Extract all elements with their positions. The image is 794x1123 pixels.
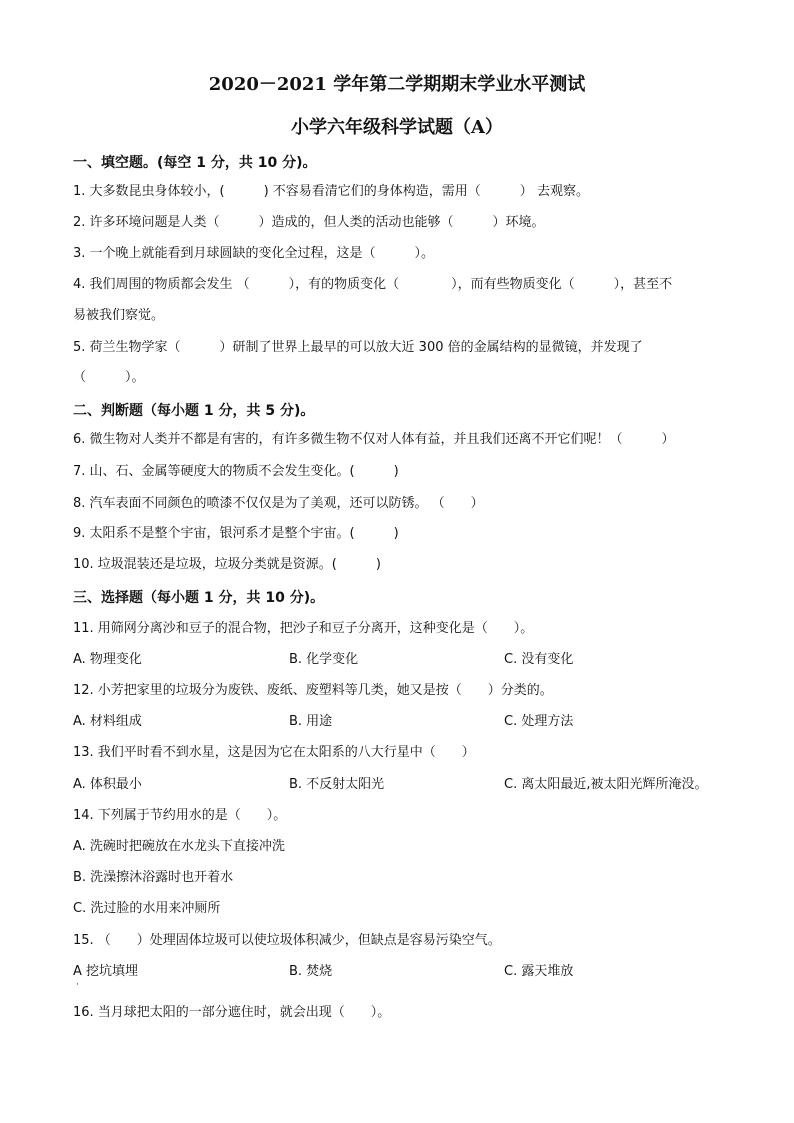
section-judge-heading: 二、判断题（每小题 1 分，共 5 分)。 [73, 403, 315, 419]
exam-subtitle: 小学六年级科学试题（A） [291, 117, 503, 138]
question-13-option-c: C. 离太阳最近,被太阳光辉所淹没。 [504, 777, 708, 792]
question-11-option-b: B. 化学变化 [289, 652, 359, 667]
question-8: 8. 汽车表面不同颜色的喷漆不仅仅是为了美观，还可以防锈。 （ ） [73, 496, 484, 511]
question-12: 12. 小芳把家里的垃圾分为废铁、废纸、废塑料等几类，她又是按（ ）分类的。 [73, 683, 553, 698]
question-5-line1: 5. 荷兰生物学家（ ）研制了世界上最早的可以放大近 300 倍的金属结构的显微镜，并发现了 [73, 340, 643, 355]
question-7: 7. 山、石、金属等硬度大的物质不会发生变化。( ) [73, 464, 399, 479]
question-1: 1. 大多数昆虫身体较小，( ) 不容易看清它们的身体构造，需用（ ） 去观察。 [73, 184, 589, 199]
question-16: 16. 当月球把太阳的一部分遮住时，就会出现（ ）。 [73, 1005, 391, 1020]
question-4-line1: 4. 我们周围的物质都会发生 （ ），有的物质变化（ ），而有些物质变化（ ），甚至不 [73, 277, 673, 292]
question-14-option-b: B. 洗澡擦沐浴露时也开着水 [73, 870, 234, 885]
question-15: 15. （ ）处理固体垃圾可以使垃圾体积减少，但缺点是容易污染空气。 [73, 933, 501, 948]
stray-dot: · [76, 980, 79, 990]
question-11-option-a: A. 物理变化 [73, 652, 142, 667]
question-3: 3. 一个晚上就能看到月球圆缺的变化全过程，这是（ ）。 [73, 246, 435, 261]
question-14: 14. 下列属于节约用水的是（ ）。 [73, 808, 287, 823]
question-13: 13. 我们平时看不到水星，这是因为它在太阳系的八大行星中（ ） [73, 745, 475, 760]
question-15-option-c: C. 露天堆放 [504, 964, 574, 979]
question-2: 2. 许多环境问题是人类（ ）造成的，但人类的活动也能够（ ）环境。 [73, 215, 545, 230]
section-fill-heading: 一、填空题。(每空 1 分，共 10 分)。 [73, 155, 317, 171]
question-11-option-c: C. 没有变化 [504, 652, 574, 667]
question-4-line2: 易被我们察觉。 [73, 308, 165, 323]
question-9: 9. 太阳系不是整个宇宙，银河系才是整个宇宙。( ) [73, 526, 399, 541]
question-5-line2: （ ）。 [73, 370, 145, 385]
question-12-option-a: A. 材料组成 [73, 714, 142, 729]
question-15-option-a: A 挖坑填埋 [73, 964, 139, 979]
question-11: 11. 用筛网分离沙和豆子的混合物，把沙子和豆子分离开，这种变化是（ ）。 [73, 621, 534, 636]
question-14-option-a: A. 洗碗时把碗放在水龙头下直接冲洗 [73, 839, 285, 854]
section-choice-heading: 三、选择题（每小题 1 分，共 10 分)。 [73, 590, 325, 606]
question-10: 10. 垃圾混装还是垃圾，垃圾分类就是资源。( ) [73, 557, 381, 572]
question-12-option-c: C. 处理方法 [504, 714, 574, 729]
question-13-option-b: B. 不反射太阳光 [289, 777, 385, 792]
exam-title: 2020－2021 学年第二学期期末学业水平测试 [208, 74, 586, 95]
question-6: 6. 微生物对人类并不都是有害的，有许多微生物不仅对人体有益，并且我们还离不开它们呢！（ ） [73, 432, 675, 447]
question-15-option-b: B. 焚烧 [289, 964, 333, 979]
question-13-option-a: A. 体积最小 [73, 777, 142, 792]
question-12-option-b: B. 用途 [289, 714, 333, 729]
question-14-option-c: C. 洗过脸的水用来冲厕所 [73, 901, 221, 916]
